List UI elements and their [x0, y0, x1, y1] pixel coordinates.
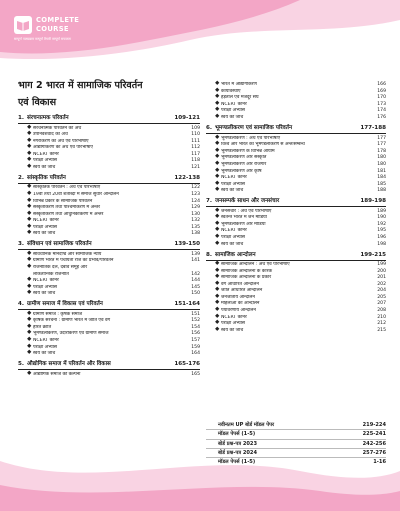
toc-item-page: 185: [377, 181, 386, 187]
bullet-icon: [27, 337, 31, 341]
toc-item-page: 145: [191, 284, 200, 290]
toc-item-page: 199: [377, 262, 386, 268]
toc-item-page: 123: [191, 191, 200, 197]
toc-item-title: कार्यावस्थाएँ: [221, 88, 241, 94]
bullet-icon: [27, 264, 31, 268]
chapter-number: 2.: [18, 174, 25, 181]
page-title-line2: एवं विकास: [18, 97, 57, 108]
bullet-icon: [27, 283, 31, 287]
bullet-icon: [27, 230, 31, 234]
brand-name-line1: COMPLETE: [36, 16, 80, 24]
toc-item-page: 150: [191, 291, 200, 297]
chapter-pages: 151-164: [174, 301, 200, 308]
toc-item-title: भूमण्डलीकरण और मीडिया: [221, 221, 266, 227]
chapter-heading: [18, 240, 200, 250]
bullet-icon: [215, 214, 219, 218]
toc-item-page: 139: [191, 251, 200, 257]
bullet-icon: [215, 207, 219, 211]
paper-pages: 257-276: [362, 449, 386, 456]
toc-item-title: भूमण्डलीकरण और रोजगार: [221, 161, 267, 167]
toc-item-title: जनजातीय आन्दोलन: [221, 294, 255, 300]
toc-item-page: 202: [377, 281, 386, 287]
bullet-icon: [215, 261, 219, 265]
toc-item-title: स्वतन्त्र भारत में जन मीडिया: [221, 215, 267, 221]
chapter-number: 3.: [18, 241, 25, 248]
toc-item-title: संस्कृतीकरण तथा आधुनिकीकरण में अन्तर: [33, 211, 104, 217]
toc-item-page: 205: [377, 294, 386, 300]
chapter-heading: [18, 174, 200, 184]
toc-item-page: 157: [191, 338, 200, 343]
bullet-icon: [215, 134, 219, 138]
toc-item-page: 151: [191, 311, 200, 317]
chapter-number: 4.: [18, 301, 25, 308]
bullet-icon: [215, 141, 219, 145]
bullet-icon: [27, 131, 31, 135]
bullet-icon: [27, 324, 31, 328]
toc-item-page: 110: [191, 132, 200, 138]
chapter-number: 6.: [206, 125, 213, 132]
toc-item-title: परीक्षा अभ्यास: [221, 108, 246, 114]
bullet-icon: [27, 310, 31, 314]
toc-item-title: सांस्कृतिक परिवर्तन : अर्थ एवं परिभाषाएँ: [33, 185, 101, 191]
toc-item-page: 138: [191, 231, 200, 237]
toc-item-page: 112: [191, 145, 200, 151]
toc-item-title: कृषिक संरचना : ग्रामीण भारत में जाति एवं वर्ग: [33, 318, 111, 324]
toc-item-page: 177: [377, 142, 386, 148]
bullet-icon: [215, 94, 219, 98]
chapter-number: 8.: [206, 251, 213, 258]
paper-pages: 225-241: [362, 431, 386, 438]
paper-entry: [206, 421, 386, 430]
toc-item: [206, 115, 386, 122]
toc-item-page: 111: [191, 138, 200, 144]
chapter-pages: 122-138: [174, 174, 200, 181]
bullet-icon: [27, 210, 31, 214]
bullet-icon: [27, 257, 31, 261]
bullet-icon: [215, 240, 219, 244]
toc-item-page: 207: [377, 301, 386, 307]
paper-title: बोर्ड प्रश्न-पत्र 2024: [218, 449, 257, 456]
chapter-heading: [18, 300, 200, 310]
toc-item-page: 124: [191, 198, 200, 204]
toc-item-page: 174: [377, 108, 386, 114]
bullet-icon: [27, 144, 31, 148]
bullet-icon: [27, 370, 31, 374]
toc-item-page: 129: [191, 205, 200, 211]
toc-item-page: 121: [191, 164, 200, 170]
toc-item-title: NCERT कोनर: [221, 314, 247, 320]
toc-item-title: NCERT कोनर: [221, 101, 247, 107]
bullet-icon: [215, 87, 219, 91]
toc-right-column: [206, 82, 386, 334]
bullet-icon: [27, 184, 31, 188]
toc-item-title: 19वीं तथा 20वीं शताब्दी में समाज सुधार आन्दोलन: [33, 191, 119, 197]
toc-item-title: संस्कृतीकरण तथा पश्चिमीकरण में अन्तर: [33, 205, 101, 211]
bullet-icon: [27, 277, 31, 281]
toc-item-page: 212: [377, 321, 386, 327]
toc-item-page: 164: [191, 351, 200, 357]
toc-item-title: संरचनात्मक परिवर्तन का अर्थ: [33, 125, 82, 131]
toc-item-page: 130: [191, 211, 200, 217]
bullet-icon: [215, 267, 219, 271]
paper-entry: [206, 430, 386, 439]
bullet-icon: [27, 197, 31, 201]
bullet-icon: [215, 313, 219, 317]
chapter-pages: 139-150: [174, 241, 200, 248]
bullet-icon: [215, 107, 219, 111]
toc-item-page: 190: [377, 215, 386, 221]
toc-item-title: हरित क्रांति: [33, 324, 52, 330]
toc-item-page: 152: [191, 318, 200, 324]
chapter-title: ग्रामीण समाज में विकास एवं परिवर्तन: [27, 301, 103, 308]
bullet-icon: [215, 294, 219, 298]
toc-item-title: परीक्षा अभ्यास: [33, 158, 58, 164]
book-icon: [14, 16, 32, 34]
chapter-pages: 177-188: [360, 125, 386, 132]
toc-item-page: 180: [377, 161, 386, 167]
bullet-icon: [215, 320, 219, 324]
bullet-icon: [27, 350, 31, 354]
toc-item-page: 141: [191, 258, 200, 264]
toc-item-title: परीक्षा अभ्यास: [221, 321, 246, 327]
toc-item-page: 109: [191, 125, 200, 131]
paper-entry: [206, 458, 386, 466]
toc-item-page: 176: [377, 114, 386, 120]
chapter-heading: [18, 114, 200, 124]
toc-item-title: नगरीकरण का अर्थ एवं परिभाषाएँ: [33, 138, 89, 144]
bullet-icon: [27, 317, 31, 321]
toc-item-title: NCERT कोनर: [33, 218, 59, 224]
chapter-pages: 165-176: [174, 361, 200, 368]
chapter-heading: [206, 197, 386, 207]
chapter-title: जनसम्पर्क साधन और जनसंचार: [215, 198, 280, 205]
toc-item-page: 170: [377, 95, 386, 101]
toc-item-page: 189: [377, 208, 386, 214]
bullet-icon: [215, 161, 219, 165]
toc-item-title: ग्रामीण भारत में पंचायती राज का प्रभाव/परिवर्तन: [33, 258, 114, 264]
toc-item-title: विभिन्न प्रकार के सामाजिक परिवर्तन: [33, 198, 93, 204]
bullet-icon: [215, 274, 219, 278]
toc-item: [206, 328, 386, 335]
toc-item-title: भूमण्डलीकरण के विभिन्न आयाम: [221, 148, 275, 154]
bullet-icon: [215, 227, 219, 231]
paper-entry: [206, 440, 386, 449]
toc-item-title: परीक्षा अभ्यास: [221, 181, 246, 187]
toc-item-page: 173: [377, 101, 386, 107]
toc-item-title: वर्ग आधारित आन्दोलन: [221, 281, 259, 287]
toc-item-title: पर्यावरणीय आन्दोलन: [221, 308, 256, 313]
brand-tagline: सम्पूर्ण पाठ्यक्रम सम्पूर्ण तैयारी सम्पूर्ण सफलता: [14, 37, 71, 41]
bullet-icon: [27, 223, 31, 227]
chapter-title: सांस्कृतिक परिवर्तन: [27, 174, 66, 181]
bullet-icon: [27, 251, 31, 255]
chapter-pages: 109-121: [174, 115, 200, 121]
bullet-icon: [27, 157, 31, 161]
toc-item-page: 198: [377, 241, 386, 247]
toc-item-title: स्वयं को जाँचें: [33, 291, 56, 297]
toc-item: [18, 231, 200, 238]
toc-item-title: राजनीतिक दल, दबाव समूह और: [33, 264, 88, 270]
toc-item-title: स्वयं को जाँचें: [33, 351, 56, 357]
toc-item: [18, 291, 200, 298]
toc-item-page: 166: [377, 82, 386, 87]
toc-item-page: 122: [191, 185, 200, 191]
toc-item-page: 192: [377, 221, 386, 227]
bullet-icon: [215, 81, 219, 85]
bullet-icon: [27, 191, 31, 195]
paper-pages: 242-256: [362, 440, 386, 447]
paper-title: मॉडल पेपर्स (1-5): [218, 431, 256, 438]
paper-title: नवीनतम UP बोर्ड मॉडल पेपर: [218, 422, 275, 428]
toc-item-title: भूमण्डलीकरण : अर्थ एवं परिभाषाएँ: [221, 135, 281, 141]
page-title: [18, 77, 208, 111]
toc-item-title: स्वयं को जाँचें: [221, 114, 244, 120]
toc-item-title: ग्रामीण समाज : कृषक समाज: [33, 311, 83, 317]
bullet-icon: [27, 137, 31, 141]
paper-pages: 219-224: [362, 422, 386, 428]
toc-item-title: विश्व और भारत का भूमण्डलीकरण से अन्तःसम्बन्ध: [221, 142, 305, 148]
toc-item-title: भारत में औद्योगीकरण: [221, 82, 257, 87]
toc-item-title: परीक्षा अभ्यास: [33, 284, 58, 290]
bullet-icon: [27, 343, 31, 347]
toc-item-page: 142: [191, 271, 200, 277]
bullet-icon: [27, 204, 31, 208]
chapter-number: 1.: [18, 115, 25, 121]
toc-item-page: 117: [191, 151, 200, 157]
chapter-heading: [18, 360, 200, 370]
bullet-icon: [215, 287, 219, 291]
toc-item-title: महिलाओं का आन्दोलन: [221, 301, 260, 307]
toc-item-title: NCERT कोनर: [221, 228, 247, 234]
paper-pages: 1-16: [373, 459, 386, 466]
toc-item: [18, 351, 200, 358]
toc-item-page: 208: [377, 308, 386, 313]
bullet-icon: [27, 290, 31, 294]
toc-item-page: 135: [191, 224, 200, 230]
chapter-heading: [206, 251, 386, 261]
toc-item-page: 195: [377, 228, 386, 234]
bullet-icon: [27, 124, 31, 128]
toc-item-page: 180: [377, 155, 386, 161]
brand-name: [36, 16, 116, 33]
papers-list: [206, 421, 386, 466]
toc-item-title: स्वयं को जाँचें: [33, 231, 56, 237]
bullet-icon: [215, 300, 219, 304]
toc-item-page: 210: [377, 314, 386, 320]
toc-item-page: 215: [377, 327, 386, 333]
toc-item: [206, 188, 386, 195]
toc-item-title: भूमण्डलीकरण और संस्कृति: [221, 155, 267, 161]
brand-logo: [14, 16, 110, 48]
toc-item-page: 184: [377, 175, 386, 181]
bullet-icon: [215, 154, 219, 158]
chapter-number: 7.: [206, 198, 213, 205]
toc-item-page: 177: [377, 135, 386, 141]
bullet-icon: [215, 187, 219, 191]
toc-item-title: सामाजिक आन्दोलन : अर्थ एवं परिभाषाएँ: [221, 262, 290, 268]
toc-item-page: 200: [377, 268, 386, 274]
bullet-icon: [215, 307, 219, 311]
toc-item-page: 159: [191, 344, 200, 350]
bullet-icon: [215, 100, 219, 104]
toc-item-title: सामाजिक आन्दोलनों के प्रकार: [221, 275, 272, 281]
toc-item-page: 118: [191, 158, 200, 164]
toc-item-page: 154: [191, 324, 200, 330]
chapter-title: संरचनात्मक परिवर्तन: [27, 115, 69, 121]
toc-item-title: संविधानिक मानदण्ड और सामाजिक न्याय: [33, 251, 102, 257]
toc-item: [18, 165, 200, 172]
toc-item-page: 181: [377, 168, 386, 174]
toc-item-page: 156: [191, 331, 200, 337]
bullet-icon: [215, 180, 219, 184]
brand-name-line2: COURSE: [36, 24, 69, 33]
bullet-icon: [215, 221, 219, 225]
toc-item-page: 144: [191, 278, 200, 284]
toc-item: [18, 372, 200, 379]
page-title-line1: भाग 2 भारत में सामाजिक परिवर्तन: [18, 80, 143, 91]
toc-item-title: उपनिवेशवाद का अर्थ: [33, 132, 68, 138]
paper-title: बोर्ड प्रश्न-पत्र 2023: [218, 440, 257, 447]
toc-item-page: 132: [191, 218, 200, 224]
chapter-title: संविधान एवं सामाजिक परिवर्तन: [27, 241, 92, 248]
bullet-icon: [27, 330, 31, 334]
toc-item-title: स्वयं को जाँचें: [221, 241, 244, 247]
toc-item-title: परीक्षा अभ्यास: [221, 234, 246, 240]
chapter-number: 5.: [18, 361, 25, 368]
toc-item-title: स्वयं को जाँचें: [33, 164, 56, 170]
toc-item-page: 178: [377, 148, 386, 154]
toc-item-page: 204: [377, 288, 386, 294]
bullet-icon: [215, 174, 219, 178]
toc-item-title: स्वयं को जाँचें: [221, 188, 244, 194]
toc-item-page: 169: [377, 88, 386, 94]
bullet-icon: [215, 326, 219, 330]
chapter-title: भूमण्डलीकरण एवं सामाजिक परिवर्तन: [215, 125, 293, 132]
toc-item-title: परीक्षा अभ्यास: [33, 344, 58, 350]
toc-item-title: NCERT कोनर: [33, 278, 59, 284]
toc-item-title: हड़तालें एवं मजदूर संघ: [221, 95, 259, 101]
chapter-title: सामाजिक आन्दोलन: [215, 251, 256, 258]
paper-entry: [206, 449, 386, 458]
chapter-title: औद्योगिक समाज में परिवर्तन और विकास: [27, 361, 111, 368]
toc-item-title: भूमण्डलीकरण और कृषि: [221, 168, 262, 174]
toc-item-page: 188: [377, 188, 386, 194]
bullet-icon: [27, 217, 31, 221]
toc-item-title: औद्योगिक समाज की कल्पना: [33, 371, 81, 377]
bullet-icon: [27, 163, 31, 167]
toc-item-title: जनसंचार : अर्थ एवं परिभाषाएँ: [221, 208, 272, 214]
bullet-icon: [215, 234, 219, 238]
bullet-icon: [27, 150, 31, 154]
toc-item-title: औद्योगीकरण का अर्थ एवं परिभाषाएँ: [33, 145, 93, 151]
toc-left-column: [18, 114, 200, 378]
bullet-icon: [215, 148, 219, 152]
toc-item-title: NCERT कोनर: [221, 175, 247, 181]
toc-item-title: सामाजिक आन्दोलनों के कारक: [221, 268, 272, 274]
toc-item-page: 201: [377, 275, 386, 281]
chapter-heading: [206, 124, 386, 134]
toc-item-title: भूमण्डलीकरण, उदारीकरण एवं ग्रामीण समाज: [33, 331, 109, 337]
toc-item-title: स्वयं को जाँचें: [221, 327, 244, 333]
bullet-icon: [215, 280, 219, 284]
toc-item-title: जाति आधारित आन्दोलन: [221, 288, 263, 294]
bullet-icon: [215, 167, 219, 171]
toc-item: [206, 242, 386, 249]
toc-item-page: 196: [377, 234, 386, 240]
chapter-pages: 189-198: [360, 198, 386, 205]
toc-item-title: लोकतान्त्रिक राजनीति: [33, 271, 69, 277]
bullet-icon: [215, 113, 219, 117]
chapter-pages: 199-215: [360, 251, 386, 258]
toc-item-title: NCERT कोनर: [33, 151, 59, 157]
toc-item-title: परीक्षा अभ्यास: [33, 224, 58, 230]
paper-title: मॉडल पेपर्स (1-5): [218, 459, 256, 466]
toc-item-page: 165: [191, 371, 200, 377]
toc-item-title: NCERT कोनर: [33, 338, 59, 343]
